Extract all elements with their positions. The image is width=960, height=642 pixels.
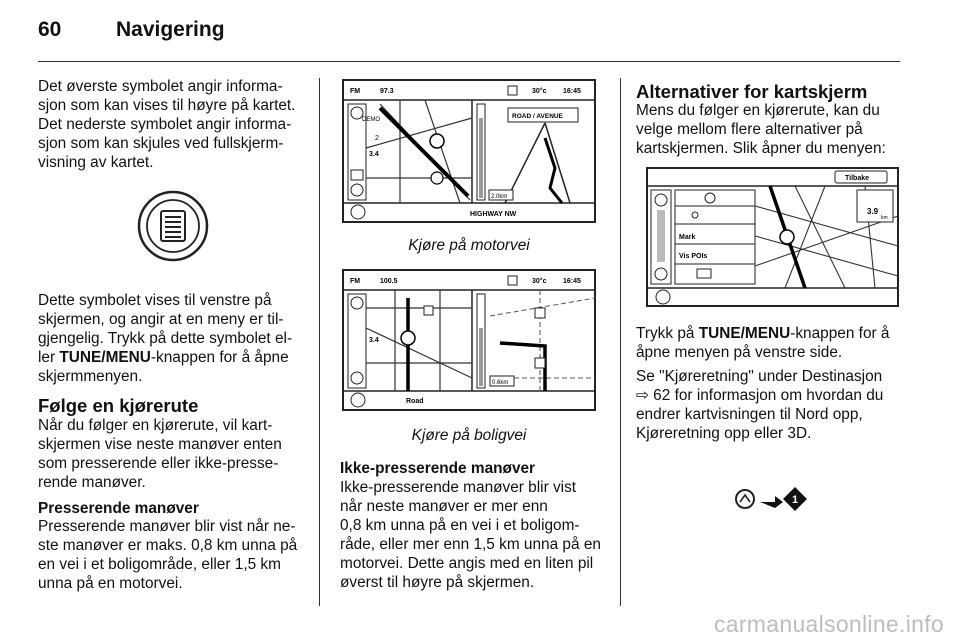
- nonurgent-arrow-figure: [707, 452, 831, 550]
- distance-box: 2.0km: [491, 194, 508, 200]
- watermark: carmanualsonline.info: [713, 611, 944, 637]
- svg-text:1: 1: [792, 494, 799, 506]
- menu-item-mark: Mark: [679, 234, 696, 241]
- caption-residential: Kjøre på boligvei: [411, 427, 527, 444]
- menu-item-vis-pois: Vis POIs: [679, 253, 708, 260]
- back-button-label: Tilbake: [845, 175, 869, 182]
- page-number: 60: [38, 18, 62, 41]
- temperature: 30°c: [532, 88, 547, 95]
- map-menu-figure: [645, 166, 900, 310]
- menu-symbol-figure: [114, 178, 232, 276]
- header-rule: [38, 61, 900, 62]
- residential-map-figure: [340, 268, 598, 414]
- map-options-paragraph: Mens du følger en kjørerute, kan du velge mellom flere alternativer på kartskjermen. Slik åpner du menyen:: [636, 102, 886, 157]
- menu-symbol-paragraph: Dette symbolet vises til venstre på skjermen, og angir at en meny er til- gjengelig. Trykk på dette symbolet el- ler TUNE/MENU-knappen for å åpne skjermmenyen.: [38, 292, 293, 385]
- map-distance: 3.9: [867, 207, 879, 216]
- turn-arrow-icon: [760, 496, 783, 508]
- column-divider-2: [620, 78, 621, 606]
- heading-urgent-maneuver: Presserende manøver: [38, 500, 199, 517]
- chapter-title: Navigering: [116, 18, 225, 41]
- clock: 16:45: [563, 88, 581, 95]
- radio-band: FM: [350, 88, 361, 95]
- radio-frequency: 97.3: [380, 88, 394, 95]
- nonurgent-paragraph: Ikke-presserende manøver blir vist når neste manøver er mer enn 0,8 km unna på en vei i et boligom- råde, eller mer enn 1,5 km unna på en motorvei. Dette angis med en liten pil øverst til høyre på skjermen.: [340, 479, 601, 591]
- svg-text:FM: FM: [350, 278, 361, 285]
- menu-list-icon: [114, 178, 232, 276]
- road-name: ROAD / AVENUE: [512, 113, 563, 120]
- svg-text:km: km: [881, 215, 888, 221]
- current-road: HIGHWAY NW: [470, 211, 517, 218]
- svg-text:3.4: 3.4: [369, 151, 379, 158]
- caption-highway: Kjøre på motorvei: [408, 237, 530, 254]
- heading-follow-route: Følge en kjørerute: [38, 395, 199, 416]
- tune-menu-bold: TUNE/MENU: [59, 349, 151, 366]
- svg-text:0.6km: 0.6km: [492, 380, 509, 386]
- svg-text:16:45: 16:45: [563, 278, 581, 285]
- svg-text:2: 2: [375, 135, 379, 142]
- heading-nonurgent-maneuver: Ikke-presserende manøver: [340, 460, 536, 477]
- follow-route-paragraph: Når du følger en kjørerute, vil kart- skjermen vise neste manøver enten som presserende eller ikke-presse- rende manøver.: [38, 417, 282, 491]
- direction-paragraph: Se "Kjøreretning" under Destinasjon ⇨ 62 for informasjon om hvordan du endrer kartvisningen til Nord opp, Kjøreretning opp eller 3D.: [636, 368, 884, 442]
- page-reference-arrow-icon: ⇨: [636, 387, 649, 404]
- tune-menu-paragraph: Trykk på TUNE/MENU-knappen for å åpne menyen på venstre side.: [636, 325, 890, 361]
- svg-text:3.4: 3.4: [369, 337, 379, 344]
- heading-map-options: Alternativer for kartskjerm: [636, 81, 868, 102]
- intro-paragraph: Det øverste symbolet angir informa- sjon som kan vises til høyre på kartet. Det nederste symbolet angir informa- sjon som kan skjules ved fullskjerm- visning av kartet.: [38, 78, 296, 171]
- svg-text:100.5: 100.5: [380, 278, 398, 285]
- urgent-paragraph: Presserende manøver blir vist når ne- ste manøver er maks. 0,8 km unna på en vei i et boligområde, eller 1,5 km unna på en motorvei.: [38, 518, 298, 592]
- highway-map-figure: [340, 78, 598, 226]
- column-divider-1: [319, 78, 320, 606]
- demo-label: DEMO: [362, 117, 380, 123]
- svg-text:Road: Road: [406, 398, 424, 405]
- svg-text:30°c: 30°c: [532, 278, 547, 285]
- current-position-icon: [736, 490, 754, 508]
